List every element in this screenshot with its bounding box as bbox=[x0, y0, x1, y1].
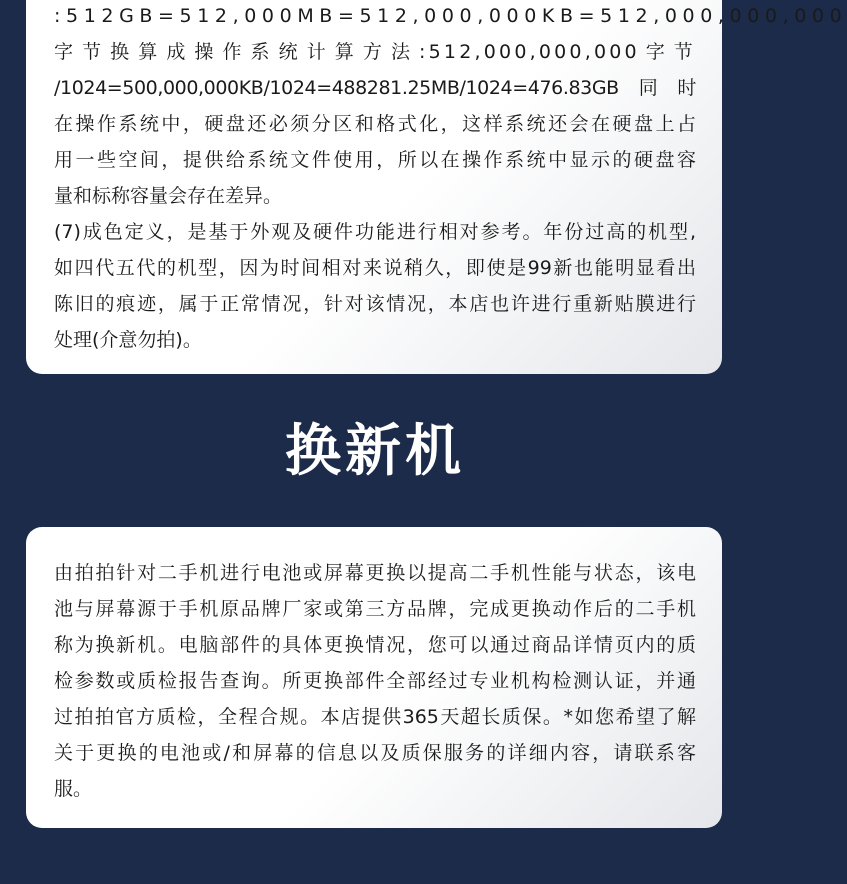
section-title: 换新机 bbox=[285, 419, 465, 484]
text-line: 检参数或质检报告查询。所更换部件全部经过专业机构检测认证，并通 bbox=[54, 670, 696, 692]
info-card-storage-condition bbox=[26, 0, 847, 374]
text-line: 池与屏幕源于手机原品牌厂家或第三方品牌，完成更换动作后的二手机 bbox=[54, 598, 696, 620]
text-line: 过拍拍官方质检，全程合规。本店提供365天超长质保。*如您希望了解 bbox=[54, 706, 696, 728]
text-line: 用一些空间，提供给系统文件使用，所以在操作系统中显示的硬盘容 bbox=[54, 149, 696, 171]
text-line: 处理(介意勿拍)。 bbox=[54, 329, 202, 351]
text-line: 在操作系统中，硬盘还必须分区和格式化，这样系统还会在硬盘上占 bbox=[54, 113, 696, 135]
text-line: 称为换新机。电脑部件的具体更换情况，您可以通过商品详情页内的质 bbox=[54, 634, 696, 656]
text-line: 关于更换的电池或/和屏幕的信息以及质保服务的详细内容，请联系客 bbox=[54, 742, 696, 764]
info-card-renewed-phone bbox=[26, 527, 722, 828]
text-line: :512GB=512,000MB=512,000,000KB=512,000,000,000 bbox=[54, 5, 847, 27]
text-line: 服。 bbox=[54, 778, 93, 800]
text-line: 陈旧的痕迹，属于正常情况，针对该情况，本店也许进行重新贴膜进行 bbox=[54, 293, 696, 315]
text-line: /1024=500,000,000KB/1024=488281.25MB/1024=476.83GB同时 bbox=[54, 77, 696, 99]
text-line: 如四代五代的机型，因为时间相对来说稍久，即使是99新也能明显看出 bbox=[54, 257, 696, 279]
condition-definition-note bbox=[54, 214, 696, 358]
text-line: 字节换算成操作系统计算方法:512,000,000,000字节 bbox=[54, 41, 696, 63]
text-line: 量和标称容量会存在差异。 bbox=[54, 185, 283, 207]
text-line: (7)成色定义，是基于外观及硬件功能进行相对参考。年份过高的机型, bbox=[54, 221, 696, 243]
renewed-phone-description bbox=[54, 555, 696, 807]
storage-capacity-note bbox=[54, 0, 847, 214]
text-line: 由拍拍针对二手机进行电池或屏幕更换以提高二手机性能与状态，该电 bbox=[54, 562, 696, 584]
